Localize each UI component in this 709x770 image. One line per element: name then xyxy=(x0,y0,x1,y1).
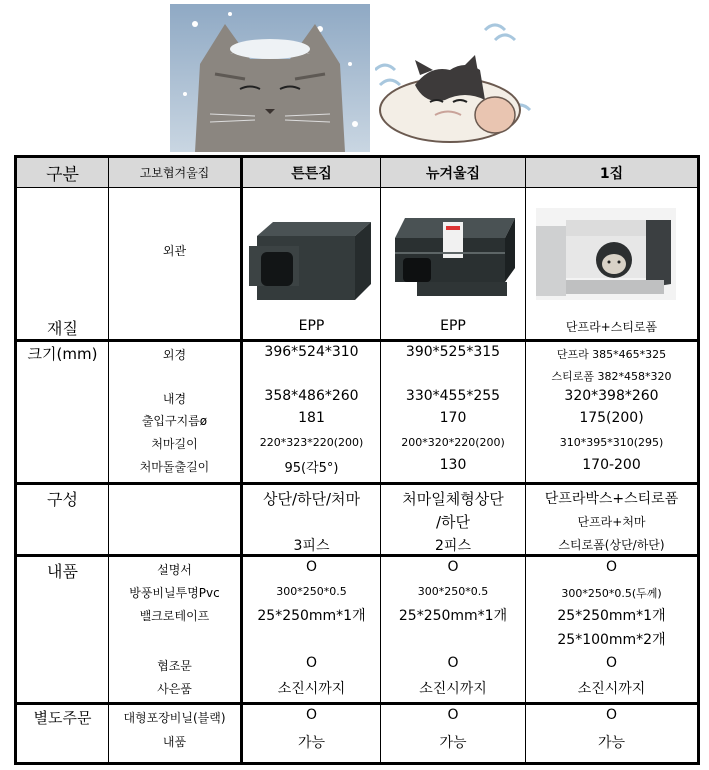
contents-p3-velcro-2: 25*100mm*2개 xyxy=(557,632,666,648)
composition-p3-parts-2: 단프라+처마 xyxy=(577,515,646,529)
size-p2-eaves-protrusion: 130 xyxy=(439,457,467,473)
composition-p1-parts: 상단/하단/처마 xyxy=(262,490,361,508)
contents-label-pvc: 방풍비닐투명Pvc xyxy=(129,586,220,600)
header-gobohyup: 고보협겨울집 xyxy=(109,157,242,188)
separate-p1-bag: O xyxy=(305,707,318,723)
material-p1: EPP xyxy=(298,318,325,334)
contents-p2-manual: O xyxy=(447,559,459,575)
snow-cat-photo xyxy=(170,4,370,152)
size-section: 크기(mm) xyxy=(27,345,98,363)
epp-box-house-photo xyxy=(387,208,523,304)
contents-label-velcro: 밸크로테이프 xyxy=(139,609,210,623)
separate-p2-bag: O xyxy=(447,707,459,723)
contents-p2-velcro: 25*250mm*1개 xyxy=(398,608,508,624)
size-label-entrance: 출입구지름ø xyxy=(141,414,208,428)
material-p3: 단프라+스티로폼 xyxy=(565,320,658,334)
composition-section: 구성 xyxy=(47,490,78,509)
contents-p2-gift: 소진시까지 xyxy=(419,681,487,697)
size-p2-entrance: 170 xyxy=(439,410,467,426)
size-p3-outer-styrofoam: 스티로폼 382*458*320 xyxy=(551,370,672,383)
composition-p2-parts: 처마일체형상단 xyxy=(402,490,504,508)
contents-label-cooperation-letter: 협조문 xyxy=(157,659,192,673)
contents-p3-pvc: 300*250*0.5(두께) xyxy=(561,587,662,600)
size-p3-inner: 320*398*260 xyxy=(564,388,659,404)
separate-p1-contents: 가능 xyxy=(297,735,326,751)
header-product-2: 뉴겨울집 xyxy=(381,157,526,188)
size-p1-eaves-protrusion: 95(각5°) xyxy=(284,461,339,476)
separate-section: 별도주문 xyxy=(33,709,92,727)
size-row xyxy=(16,341,699,484)
size-p3-entrance: 175(200) xyxy=(579,410,644,426)
size-p2-inner: 330*455*255 xyxy=(405,388,501,404)
contents-p1-pvc: 300*250*0.5 xyxy=(276,585,347,598)
contents-row xyxy=(16,556,699,704)
separate-label-bag: 대형포장비닐(블랙) xyxy=(123,711,226,725)
contents-p3-manual: O xyxy=(605,559,618,575)
size-p1-inner: 358*486*260 xyxy=(264,388,359,404)
size-p1-outer: 396*524*310 xyxy=(264,344,359,360)
size-label-eaves-protrusion: 처마돌출길이 xyxy=(139,460,210,474)
contents-p2-cooperation-letter: O xyxy=(447,655,459,671)
size-p2-eaves: 200*320*220(200) xyxy=(401,436,505,449)
separate-label-contents: 내품 xyxy=(162,735,187,749)
separate-order-row xyxy=(16,704,699,764)
size-p3-eaves-protrusion: 170-200 xyxy=(582,457,641,473)
size-label-eaves: 처마길이 xyxy=(151,437,198,451)
header-product-1: 튼튼집 xyxy=(242,157,381,188)
contents-label-manual: 설명서 xyxy=(157,563,192,577)
composition-p2-parts-2: /하단 xyxy=(435,513,471,531)
composition-p3-parts-3: 스티로폼(상단/하단) xyxy=(558,538,665,552)
size-p1-eaves: 220*323*220(200) xyxy=(259,436,364,449)
contents-p2-pvc: 300*250*0.5 xyxy=(417,585,489,598)
material-p2: EPP xyxy=(440,318,466,334)
shivering-cat-illustration xyxy=(375,10,535,150)
contents-p3-gift: 소진시까지 xyxy=(577,681,646,697)
material-section: 재질 xyxy=(47,319,78,338)
separate-p3-bag: O xyxy=(605,707,618,723)
contents-p1-cooperation-letter: O xyxy=(305,655,318,671)
size-label-outer: 외경 xyxy=(162,348,187,362)
composition-row xyxy=(16,484,699,556)
size-p3-eaves: 310*395*310(295) xyxy=(559,436,664,449)
separate-p3-contents: 가능 xyxy=(597,735,626,751)
cardboard-house-photo xyxy=(536,208,676,300)
contents-label-gift: 사은품 xyxy=(157,682,192,696)
size-label-inner: 내경 xyxy=(162,392,187,406)
header-category: 구분 xyxy=(16,157,109,188)
composition-p3-parts: 단프라박스+스티로폼 xyxy=(544,491,679,507)
size-p2-outer: 390*525*315 xyxy=(405,344,501,360)
comparison-table xyxy=(14,155,700,765)
separate-p2-contents: 가능 xyxy=(439,735,467,751)
composition-p1-count: 3피스 xyxy=(293,538,330,554)
contents-p1-manual: O xyxy=(305,559,318,575)
material-row xyxy=(16,188,699,341)
header-product-3: 1집 xyxy=(526,157,699,188)
size-p3-outer-danpra: 단프라 385*465*325 xyxy=(556,348,667,361)
contents-p1-velcro: 25*250mm*1개 xyxy=(257,608,366,624)
material-label: 외관 xyxy=(162,244,187,258)
contents-p3-cooperation-letter: O xyxy=(605,655,618,671)
contents-p3-velcro: 25*250mm*1개 xyxy=(557,608,666,624)
composition-p2-count: 2피스 xyxy=(435,538,471,554)
contents-section: 내품 xyxy=(47,562,78,581)
size-p1-entrance: 181 xyxy=(298,410,325,426)
header-row xyxy=(16,157,699,188)
epp-box-house-photo xyxy=(247,218,375,304)
contents-p1-gift: 소진시까지 xyxy=(277,681,346,697)
